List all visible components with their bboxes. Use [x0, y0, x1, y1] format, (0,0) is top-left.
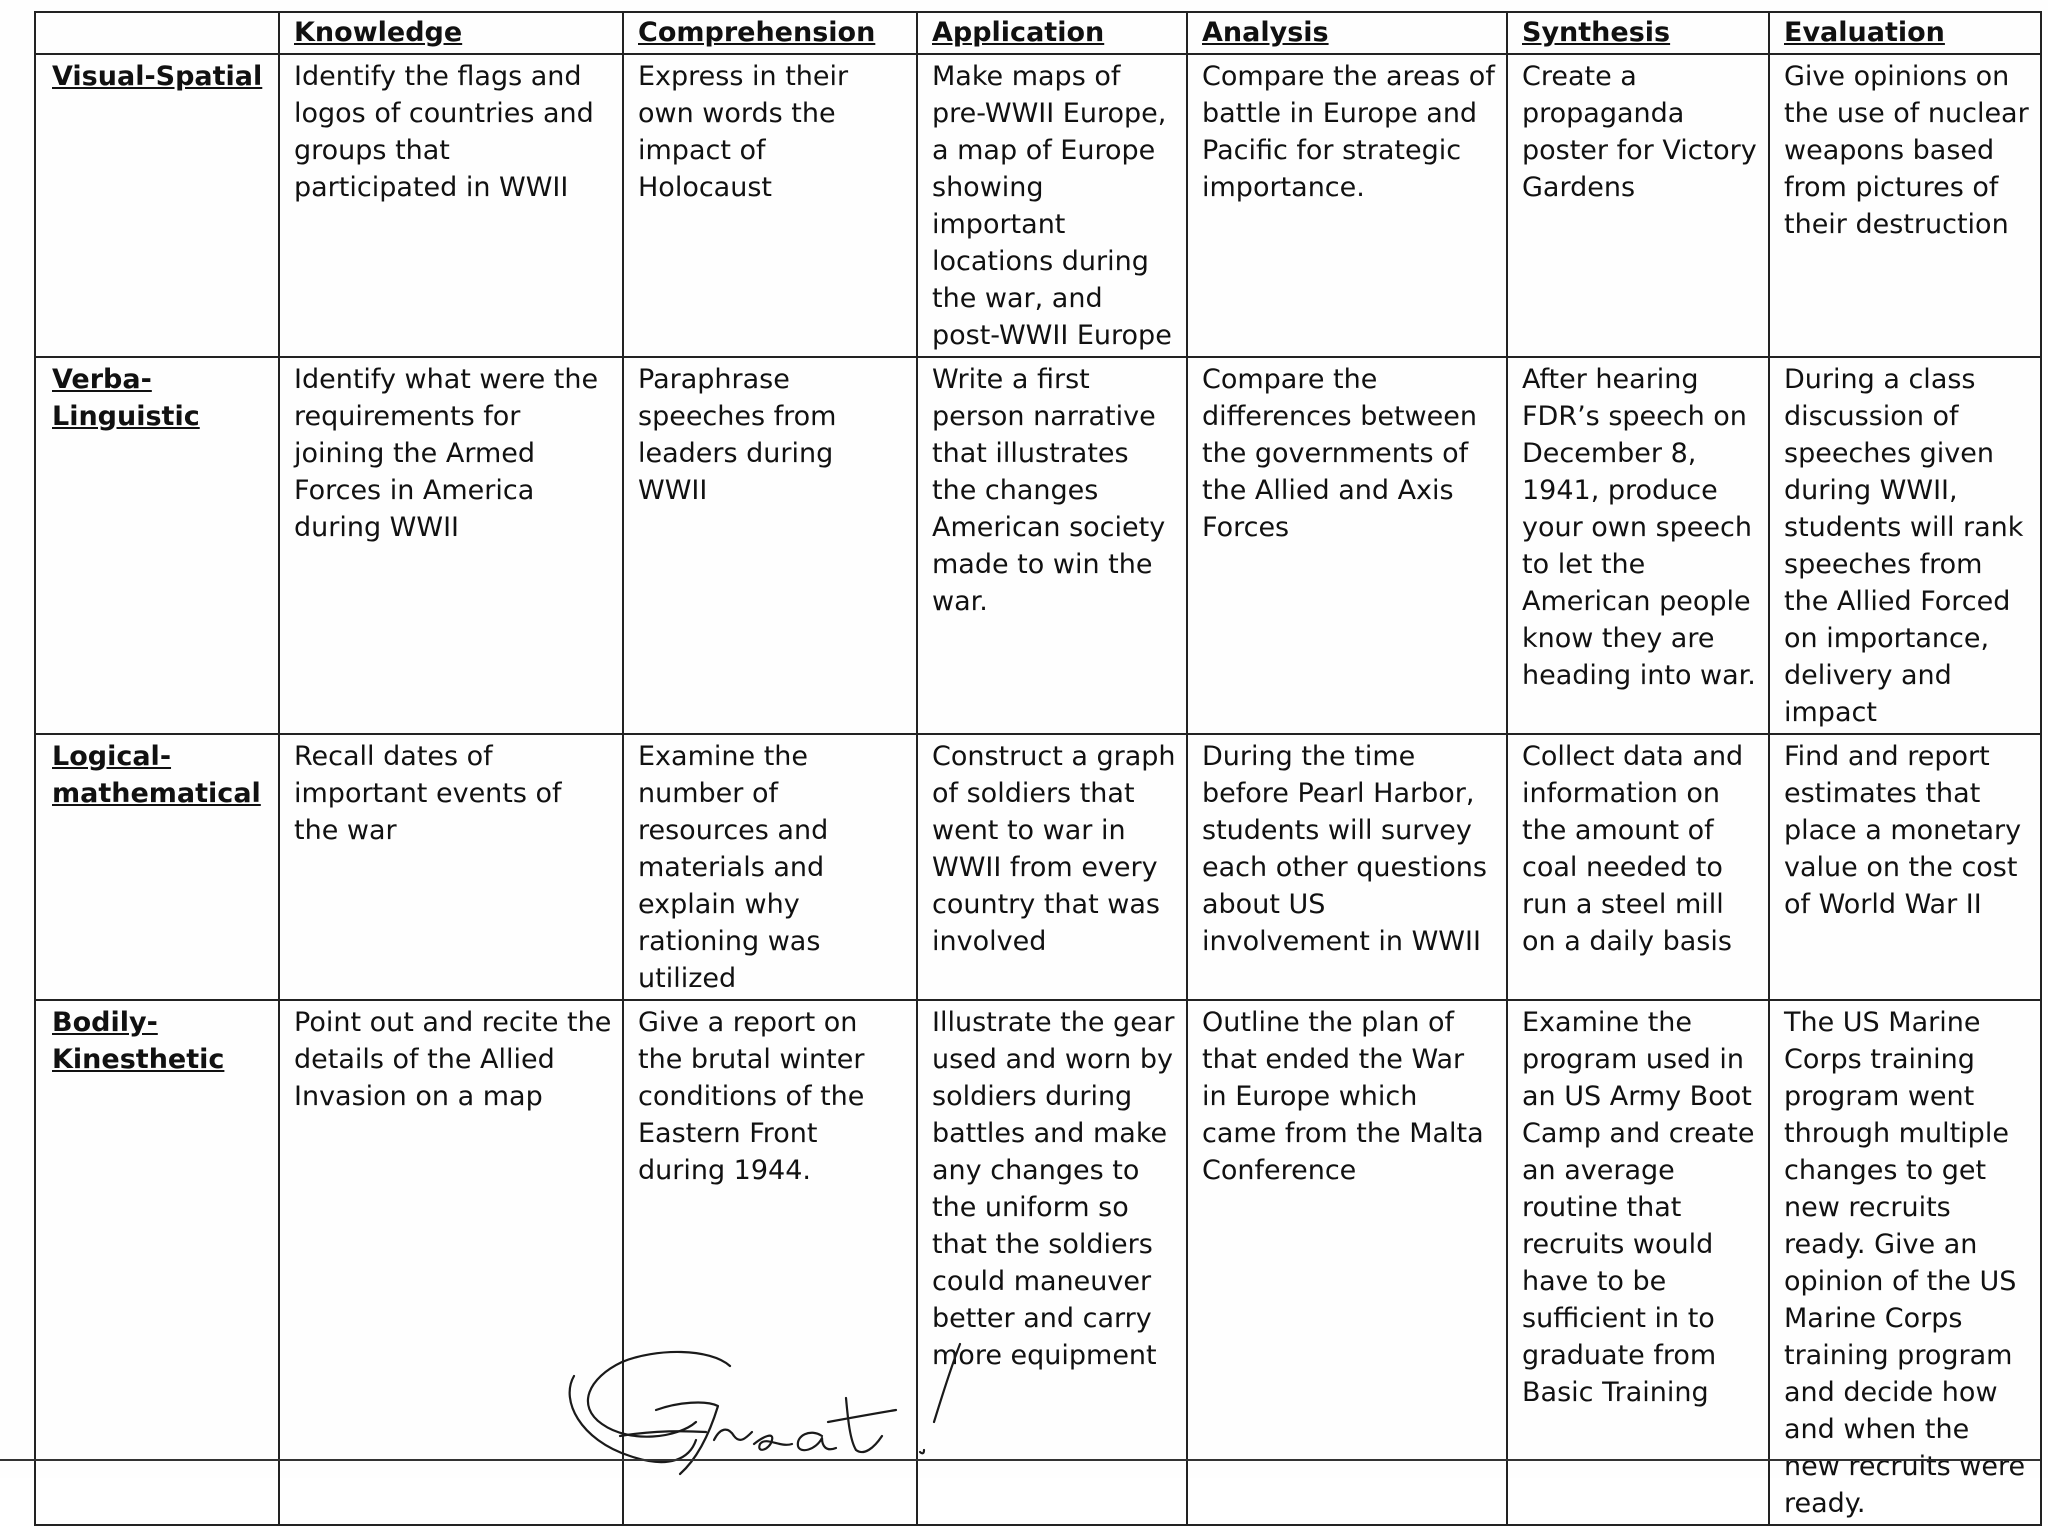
cell-text: Construct a graph of soldiers that went to war in WWII from every country that was involved: [932, 741, 1176, 957]
row-label: Verba-Linguistic: [35, 357, 279, 734]
cell-text: Find and report estimates that place a monetary value on the cost of World War II: [1784, 741, 2022, 920]
header-row: [35, 12, 2041, 54]
cell-text: Identify the flags and logos of countries and groups that participated in WWII: [294, 61, 594, 203]
cell-text: Compare the differences between the governments of the Allied and Axis Forces: [1202, 364, 1477, 543]
table-cell: [1769, 734, 2041, 1000]
row-label: Logical-mathematical: [35, 734, 279, 1000]
table-row: [35, 357, 2041, 734]
table-cell: [917, 734, 1187, 1000]
table-cell: [279, 357, 623, 734]
cell-text: Examine the number of resources and materials and explain why rationing was utilized: [638, 741, 829, 994]
table-row: [35, 54, 2041, 357]
row-label: Visual-Spatial: [35, 54, 279, 357]
cell-text: Express in their own words the impact of Holocaust: [638, 61, 849, 203]
table-cell: [279, 54, 623, 357]
table-cell: [1769, 1000, 2041, 1525]
column-header-knowledge: Knowledge: [279, 12, 623, 54]
cell-text: Make maps of pre-WWII Europe, a map of Europe showing important locations during the war, and post-WWII Europe: [932, 61, 1172, 351]
table-cell: [1187, 54, 1507, 357]
cell-text: Point out and recite the details of the Allied Invasion on a map: [294, 1007, 612, 1112]
cell-text: Write a first person narrative that illustrates the changes American society made to win the war.: [932, 364, 1166, 617]
table-row: [35, 734, 2041, 1000]
table-cell: [1507, 357, 1769, 734]
cell-text: During a class discussion of speeches given during WWII, students will rank speeches from the Allied Forced on importance, delivery and impact: [1784, 364, 2024, 728]
cell-text: Illustrate the gear used and worn by soldiers during battles and make any changes to the uniform so that the soldiers could maneuver better and carry more equipment: [932, 1007, 1175, 1371]
cell-text: Give a report on the brutal winter conditions of the Eastern Front during 1944.: [638, 1007, 865, 1186]
cell-text: Recall dates of important events of the war: [294, 741, 562, 846]
table-cell: [1507, 734, 1769, 1000]
cell-text: Compare the areas of battle in Europe and Pacific for strategic importance.: [1202, 61, 1495, 203]
cell-text: Paraphrase speeches from leaders during WWII: [638, 364, 837, 506]
table-cell: [1187, 734, 1507, 1000]
cell-text: Outline the plan of that ended the War in Europe which came from the Malta Conference: [1202, 1007, 1484, 1186]
column-header-analysis: Analysis: [1187, 12, 1507, 54]
cell-text: Examine the program used in an US Army Boot Camp and create an average routine that recruits would have to be sufficient in to graduate from Basic Training: [1522, 1007, 1755, 1408]
table-cell: [1507, 1000, 1769, 1525]
corner-cell: [35, 12, 279, 54]
cell-text: Create a propaganda poster for Victory Gardens: [1522, 61, 1757, 203]
table-cell: [623, 54, 917, 357]
column-header-comprehension: Comprehension: [623, 12, 917, 54]
footer-rule: [0, 1459, 2040, 1461]
cell-text: Collect data and information on the amount of coal needed to run a steel mill on a daily basis: [1522, 741, 1744, 957]
table-cell: [917, 54, 1187, 357]
table-cell: [623, 734, 917, 1000]
multiple-intelligences-matrix: [34, 11, 2042, 1526]
row-label: Bodily-Kinesthetic: [35, 1000, 279, 1525]
cell-text: After hearing FDR’s speech on December 8, 1941, produce your own speech to let the American people know they are heading into war.: [1522, 364, 1756, 691]
table-cell: [1769, 357, 2041, 734]
table-cell: [623, 357, 917, 734]
table-cell: [917, 357, 1187, 734]
table-cell: [1187, 357, 1507, 734]
column-header-evaluation: Evaluation: [1769, 12, 2041, 54]
table-cell: [1769, 54, 2041, 357]
table-cell: [1507, 54, 1769, 357]
table-cell: [279, 734, 623, 1000]
table-cell: [1187, 1000, 1507, 1525]
handwritten-comment-great: [560, 1340, 1100, 1478]
column-header-synthesis: Synthesis: [1507, 12, 1769, 54]
column-header-application: Application: [917, 12, 1187, 54]
cell-text: The US Marine Corps training program went through multiple changes to get new recruits ready. Give an opinion of the US Marine Corps training program and decide how and when the new recruits were ready.: [1784, 1007, 2026, 1519]
cell-text: During the time before Pearl Harbor, students will survey each other questions about US involvement in WWII: [1202, 741, 1487, 957]
cell-text: Give opinions on the use of nuclear weapons based from pictures of their destruction: [1784, 61, 2029, 240]
cell-text: Identify what were the requirements for joining the Armed Forces in America during WWII: [294, 364, 599, 543]
